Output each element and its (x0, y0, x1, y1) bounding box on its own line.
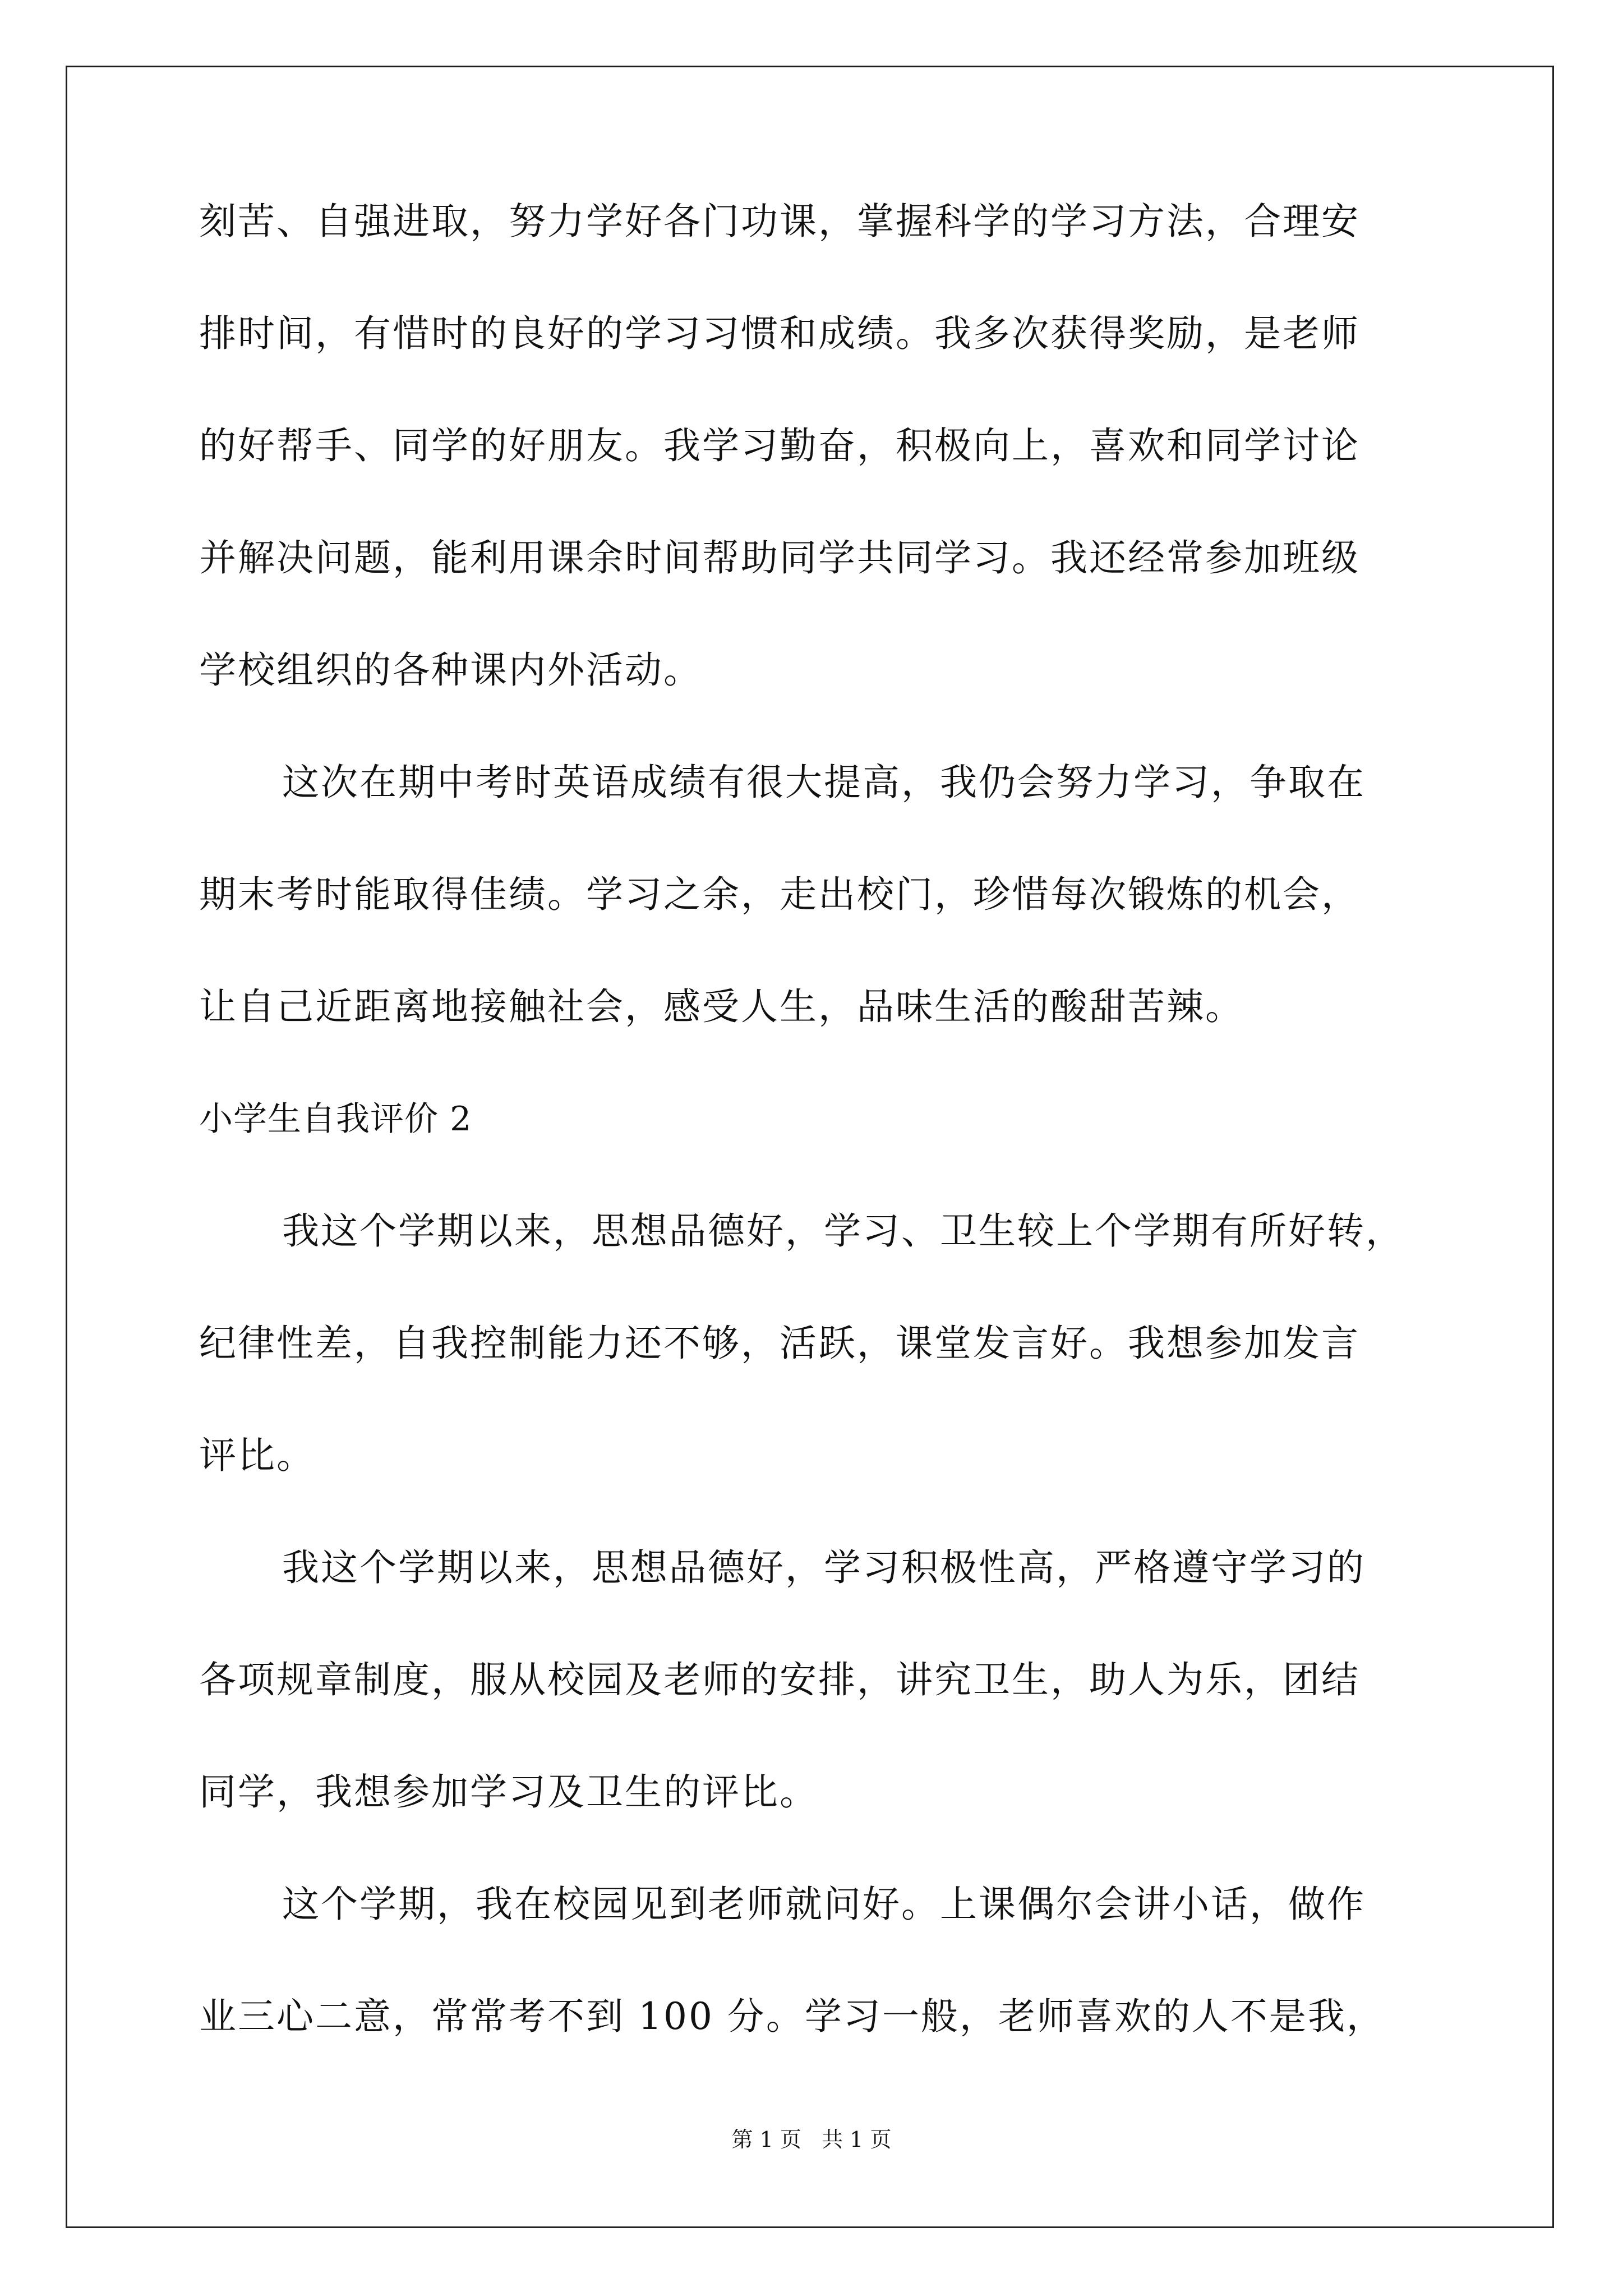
body-line: 我这个学期以来，思想品德好，学习、卫生较上个学期有所好转， (282, 1209, 1404, 1253)
body-line: 并解决问题，能利用课余时间帮助同学共同学习。我还经常参加班级 (199, 536, 1360, 579)
section-heading: 小学生自我评价 2 (199, 1099, 472, 1139)
body-line: 这次在期中考时英语成绩有很大提高，我仍会努力学习，争取在 (282, 761, 1366, 804)
body-line: 评比。 (199, 1434, 315, 1477)
body-line: 各项规章制度，服从校园及老师的安排，讲究卫生，助人为乐，团结 (199, 1658, 1360, 1701)
body-line: 业三心二意，常常考不到 100 分。学习一般，老师喜欢的人不是我， (199, 1995, 1385, 2038)
body-line: 学校组织的各种课内外活动。 (199, 648, 702, 692)
body-line: 我这个学期以来，思想品德好，学习积极性高，严格遵守学习的 (282, 1546, 1366, 1589)
body-line: 让自己近距离地接触社会，感受人生，品味生活的酸甜苦辣。 (199, 985, 1244, 1028)
body-line: 的好帮手、同学的好朋友。我学习勤奋，积极向上，喜欢和同学讨论 (199, 424, 1360, 467)
body-line: 刻苦、自强进取，努力学好各门功课，掌握科学的学习方法，合理安 (199, 200, 1360, 243)
page-footer: 第 1 页 共 1 页 (731, 2127, 892, 2152)
body-line: 同学，我想参加学习及卫生的评比。 (199, 1770, 818, 1814)
body-line: 纪律性差，自我控制能力还不够，活跃，课堂发言好。我想参加发言 (199, 1322, 1360, 1365)
body-line: 排时间，有惜时的良好的学习习惯和成绩。我多次获得奖励，是老师 (199, 312, 1360, 355)
body-line: 期末考时能取得佳绩。学习之余，走出校门，珍惜每次锻炼的机会， (199, 873, 1360, 916)
body-line: 这个学期，我在校园见到老师就问好。上课偶尔会讲小话，做作 (282, 1883, 1366, 1926)
